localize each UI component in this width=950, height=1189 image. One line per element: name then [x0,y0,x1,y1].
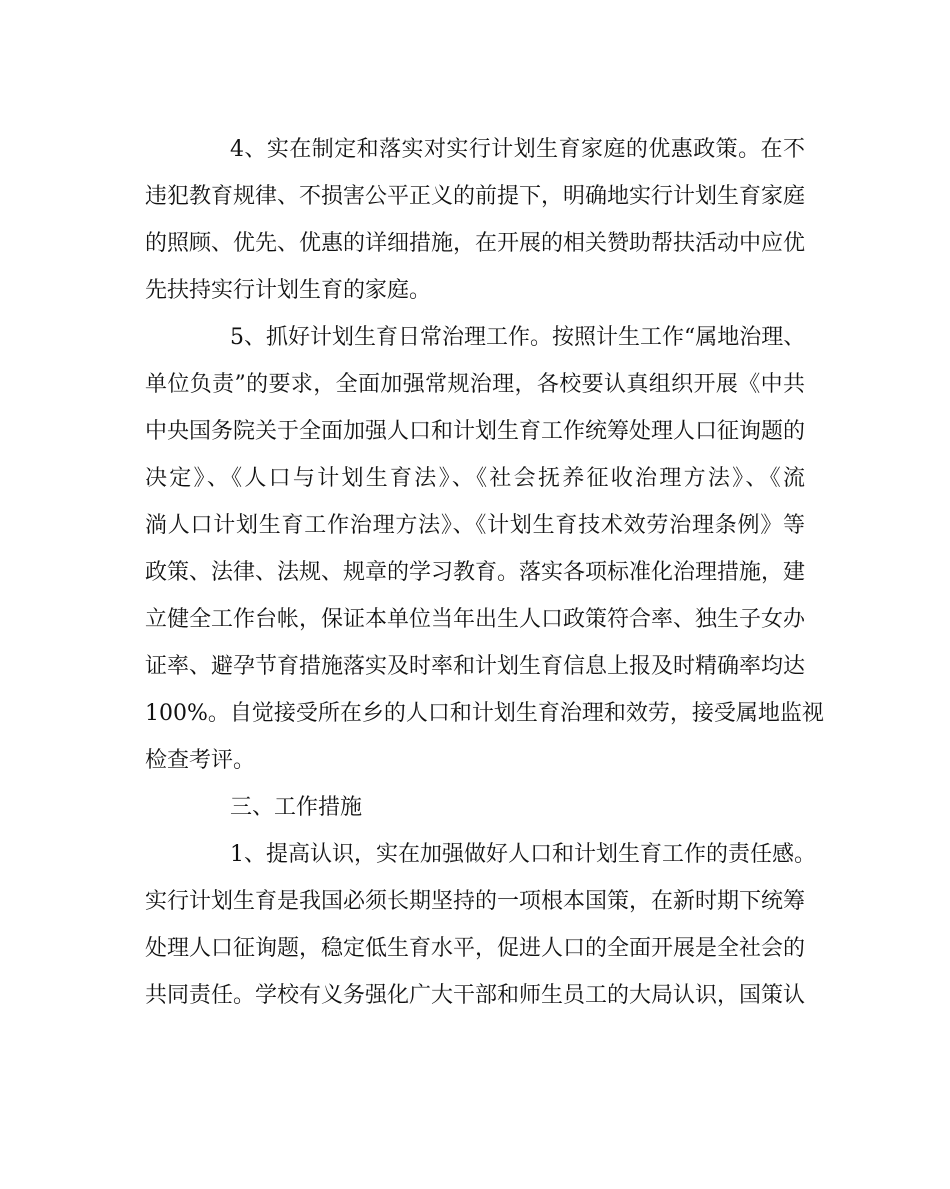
paragraph-4-line-2: 违犯教育规律、不损害公平正义的前提下，明确地实行计划生育家庭 [145,184,806,209]
paragraph-4-line-1: 4、实在制定和落实对实行计划生育家庭的优惠政策。在不 [230,137,805,162]
paragraph-5-line-10: 检查考评。 [145,748,256,773]
paragraph-5-line-1: 5、抓好计划生育日常治理工作。按照计生工作“属地治理、 [230,325,806,350]
paragraph-1-line-1: 1、提高认识，实在加强做好人口和计划生育工作的责任感。 [230,842,816,867]
paragraph-5-line-2: 单位负责”的要求，全面加强常规治理，各校要认真组织开展《中共 [145,372,805,397]
section-heading: 三、工作措施 [230,795,363,820]
paragraph-5-line-5: 淌人口计划生育工作治理方法》、《计划生育技术效劳治理条例》等 [145,513,805,538]
paragraph-5-line-8: 证率、避孕节育措施落实及时率和计划生育信息上报及时精确率均达 [145,654,806,679]
paragraph-1-line-2: 实行计划生育是我国必须长期坚持的一项根本国策，在新时期下统筹 [145,889,806,914]
paragraph-5-line-6: 政策、法律、法规、规章的学习教育。落实各项标准化治理措施，建 [145,560,806,585]
paragraph-4-line-3: 的照顾、优先、优惠的详细措施，在开展的相关赞助帮扶活动中应优 [145,231,806,256]
paragraph-4-line-4: 先扶持实行计划生育的家庭。 [145,278,432,303]
paragraph-1-line-3: 处理人口征询题，稳定低生育水平，促进人口的全面开展是全社会的 [145,936,806,961]
paragraph-5-line-4: 决定》、《人口与计划生育法》、《社会抚养征收治理方法》、《流 [145,466,805,491]
paragraph-1-line-4: 共同责任。学校有义务强化广大干部和师生员工的大局认识，国策认 [145,983,806,1008]
paragraph-5-line-3: 中央国务院关于全面加强人口和计划生育工作统筹处理人口征询题的 [145,419,806,444]
paragraph-5-line-7: 立健全工作台帐，保证本单位当年出生人口政策符合率、独生子女办 [145,607,806,632]
paragraph-5-line-9: 100%。自觉接受所在乡的人口和计划生育治理和效劳，接受属地监视 [145,701,824,726]
